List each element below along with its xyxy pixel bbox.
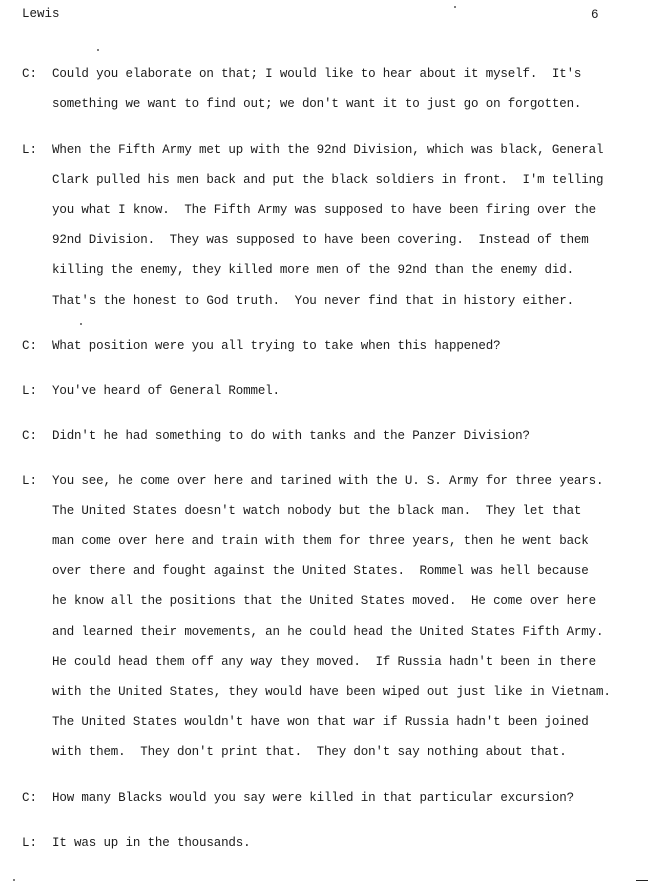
transcript-line: The United States wouldn't have won that war if Russia hadn't been joined xyxy=(52,714,589,729)
scan-speck xyxy=(454,6,456,8)
speaker-label: L: xyxy=(22,474,38,488)
transcript-line: Could you elaborate on that; I would like to hear about it myself. It's xyxy=(52,67,582,81)
transcript-line: you what I know. The Fifth Army was supposed to have been firing over the xyxy=(52,203,596,218)
transcript-line: something we want to find out; we don't want it to just go on forgotten. xyxy=(52,97,582,112)
transcript-line: The United States doesn't watch nobody but the black man. They let that xyxy=(52,504,582,519)
transcript-line: and learned their movements, an he could head the United States Fifth Army. xyxy=(52,624,604,639)
speaker-label: L: xyxy=(22,836,38,850)
transcript-line: 92nd Division. They was supposed to have been covering. Instead of them xyxy=(52,233,589,248)
transcript-line: You see, he come over here and tarined with the U. S. Army for three years. xyxy=(52,474,604,488)
transcript-line: It was up in the thousands. xyxy=(52,836,251,850)
speaker-label: C: xyxy=(22,429,38,443)
transcript-line: Clark pulled his men back and put the black soldiers in front. I'm telling xyxy=(52,173,604,188)
transcript-line: That's the honest to God truth. You never find that in history either. xyxy=(52,293,574,308)
scan-edge-mark xyxy=(636,880,648,881)
scan-speck xyxy=(97,49,99,51)
transcript-line: man come over here and train with them for three years, then he went back xyxy=(52,534,589,549)
speaker-label: C: xyxy=(22,67,38,81)
speaker-label: C: xyxy=(22,791,38,805)
transcript-line: You've heard of General Rommel. xyxy=(52,384,280,398)
transcript-line: What position were you all trying to take when this happened? xyxy=(52,339,501,353)
transcript-line: When the Fifth Army met up with the 92nd Division, which was black, General xyxy=(52,143,604,157)
transcript-line: with the United States, they would have been wiped out just like in Vietnam. xyxy=(52,684,611,699)
page-number: 6 xyxy=(591,8,599,22)
transcript-line: he know all the positions that the United States moved. He come over here xyxy=(52,594,596,609)
transcript-line: Didn't he had something to do with tanks and the Panzer Division? xyxy=(52,429,530,443)
header-interviewee-name: Lewis xyxy=(22,7,60,21)
transcript-line: over there and fought against the United States. Rommel was hell because xyxy=(52,564,589,579)
speaker-label: L: xyxy=(22,143,38,157)
transcript-line: How many Blacks would you say were killed in that particular excursion? xyxy=(52,791,574,805)
transcript-line: killing the enemy, they killed more men of the 92nd than the enemy did. xyxy=(52,263,574,278)
transcript-line: with them. They don't print that. They don't say nothing about that. xyxy=(52,744,567,759)
transcript-line: He could head them off any way they moved. If Russia hadn't been in there xyxy=(52,654,596,669)
scan-speck xyxy=(13,879,15,881)
scan-speck xyxy=(80,323,82,325)
speaker-label: L: xyxy=(22,384,38,398)
speaker-label: C: xyxy=(22,339,38,353)
